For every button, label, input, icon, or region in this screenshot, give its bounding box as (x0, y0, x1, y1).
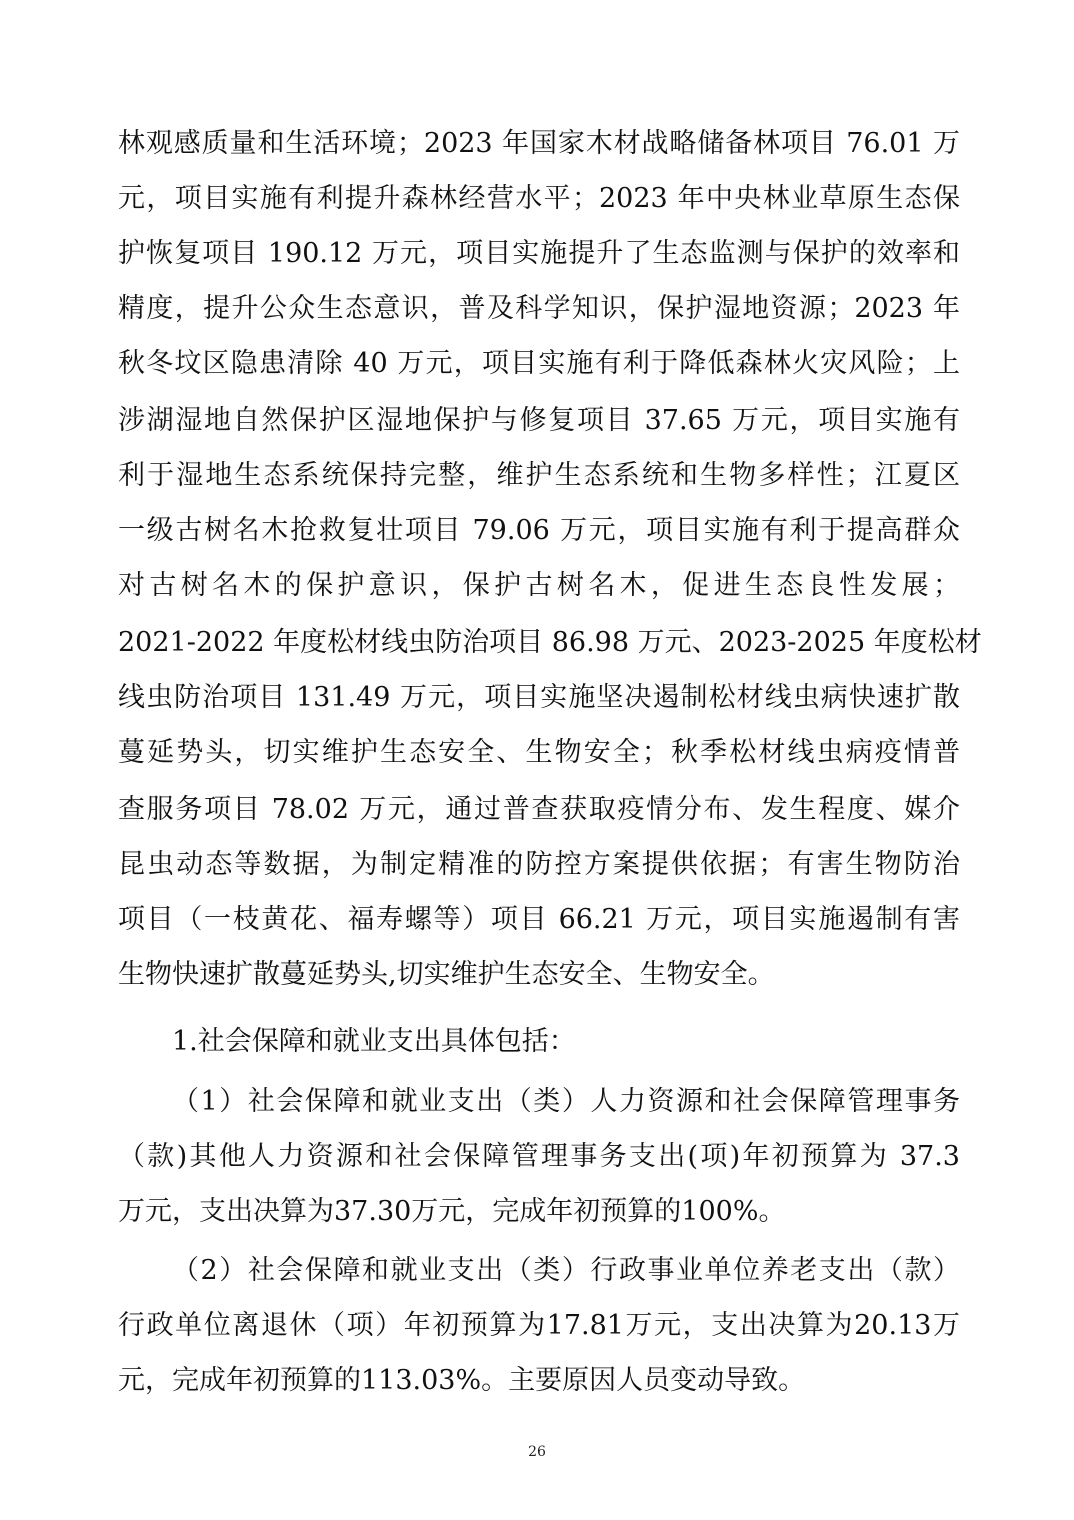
body-text-line: 项目（一枝黄花、福寿螺等）项目 66.21 万元，项目实施遏制有害 (118, 904, 960, 935)
body-text-line: 护恢复项目 190.12 万元，项目实施提升了生态监测与保护的效率和 (118, 238, 960, 269)
body-text-line: 蔓延势头，切实维护生态安全、生物安全；秋季松材线虫病疫情普 (118, 737, 960, 768)
body-text-line: 万元，支出决算为37.30万元，完成年初预算的100%。 (118, 1196, 786, 1227)
body-text-line: 秋冬坟区隐患清除 40 万元，项目实施有利于降低森林火灾风险；上 (118, 348, 960, 379)
section-heading: 1.社会保障和就业支出具体包括： (172, 1026, 576, 1057)
body-text-line: 一级古树名木抢救复壮项目 79.06 万元，项目实施有利于提高群众 (118, 515, 960, 546)
body-text-line: 精度，提升公众生态意识，普及科学知识，保护湿地资源；2023 年 (118, 293, 960, 324)
body-text-line: 涉湖湿地自然保护区湿地保护与修复项目 37.65 万元，项目实施有 (118, 405, 960, 436)
body-text-line: （2）社会保障和就业支出（类）行政事业单位养老支出（款） (172, 1255, 960, 1286)
body-text-line: 元，完成年初预算的113.03%。主要原因人员变动导致。 (118, 1365, 806, 1396)
body-text-line: 昆虫动态等数据，为制定精准的防控方案提供依据；有害生物防治 (118, 849, 960, 880)
body-text-line: 对古树名木的保护意识，保护古树名木，促进生态良性发展； (118, 570, 960, 601)
body-text-line: （款)其他人力资源和社会保障管理事务支出(项)年初预算为 37.3 (118, 1141, 960, 1172)
body-text-line: 查服务项目 78.02 万元，通过普查获取疫情分布、发生程度、媒介 (118, 794, 960, 825)
body-text-line: 线虫防治项目 131.49 万元，项目实施坚决遏制松材线虫病快速扩散 (118, 682, 960, 713)
body-text-line: 元，项目实施有利提升森林经营水平；2023 年中央林业草原生态保 (118, 183, 960, 214)
page-number: 26 (528, 1444, 546, 1460)
body-text-line: （1）社会保障和就业支出（类）人力资源和社会保障管理事务 (172, 1086, 960, 1117)
body-text-line: 行政单位离退休（项）年初预算为17.81万元，支出决算为20.13万 (118, 1310, 960, 1341)
body-text-line: 生物快速扩散蔓延势头,切实维护生态安全、生物安全。 (118, 959, 775, 990)
body-text-line: 林观感质量和生活环境；2023 年国家木材战略储备林项目 76.01 万 (118, 128, 960, 159)
body-text-line: 利于湿地生态系统保持完整，维护生态系统和生物多样性；江夏区 (118, 460, 960, 491)
body-text-line: 2021-2022 年度松材线虫防治项目 86.98 万元、2023-2025 年度松材 (118, 627, 982, 658)
